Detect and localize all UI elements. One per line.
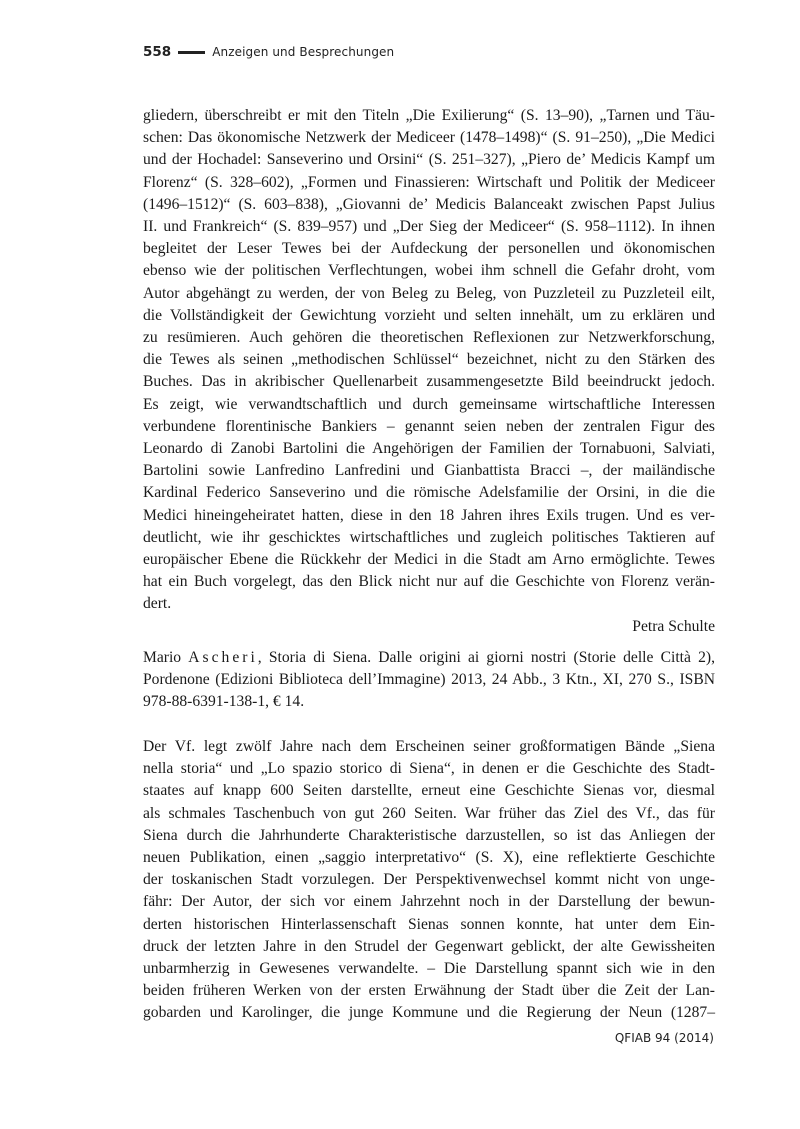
text-line: Medici hineingeheiratet hatten, diese in den 18 Jahren ihres Exils trugen. Und es ver- <box>143 506 715 524</box>
text-line: der toskanischen Stadt vorzulegen. Der Perspektivenwechsel kommt nicht von unge- <box>143 871 715 889</box>
section-title: Anzeigen und Besprechungen <box>212 45 395 59</box>
text-line: Buches. Das in akribischer Quellenarbeit zusammengesetzte Bild beeindruckt jedoch. <box>143 373 715 391</box>
text-line: Siena durch die Jahrhunderte Charakteristische darzustellen, so ist das Anliegen der <box>143 826 715 844</box>
text-line: Der Vf. legt zwölf Jahre nach dem Erscheinen seiner großformatigen Bände „Siena <box>143 738 715 755</box>
citation-title: , Storia di Siena. Dalle origini ai giorni nostri (Storie delle Città 2), <box>257 649 715 666</box>
text-line: Bartolini sowie Lanfredino Lanfredini und Gianbattista Bracci –, der mailändische <box>143 462 715 480</box>
text-line: zu resümieren. Auch gehören die theoretischen Reflexionen zur Netzwerkforschung, <box>143 329 715 347</box>
text-line: derten historischen Hinterlassenschaft Sienas sonnen konnte, hat unter dem Ein- <box>143 915 715 933</box>
citation-line: Pordenone (Edizioni Biblioteca dell’Immagine) 2013, 24 Abb., 3 Ktn., XI, 270 S., ISBN <box>143 671 715 689</box>
text-line: Leonardo di Zanobi Bartolini die Angehörigen der Familien der Tornabuoni, Salviati, <box>143 440 715 458</box>
text-line: als schmales Taschenbuch von gut 260 Seiten. War früher das Ziel des Vf., das für <box>143 804 715 822</box>
text-line: neuen Publikation, einen „saggio interpretativo“ (S. X), eine reflektierte Geschichte <box>143 849 715 867</box>
text-line: und der Hochadel: Sanseverino und Orsini“ (S. 251–327), „Piero de’ Medicis Kampf um <box>143 151 715 169</box>
author-surname: Ascheri <box>188 649 258 666</box>
reviewer-signature: Petra Schulte <box>632 617 715 635</box>
text-line: europäischer Ebene die Rückkehr der Medici in die Stadt am Arno ermöglichte. Tewes <box>143 551 715 569</box>
text-line: dert. <box>143 595 172 613</box>
text-line: nella storia“ und „Lo spazio storico di Siena“, in denen er die Geschichte des Stadt- <box>143 760 715 778</box>
text-line: gobarden und Karolinger, die junge Kommune und die Regierung der Neun (1287– <box>143 1004 715 1022</box>
review-paragraph <box>143 736 715 1025</box>
citation-line: 978-88-6391-138-1, € 14. <box>143 693 305 711</box>
text-line: beiden früheren Werken von der ersten Erwähnung der Stadt über die Zeit der Lan- <box>143 982 715 1000</box>
book-citation <box>143 647 715 714</box>
text-line: druck der letzten Jahre in den Strudel der Gegenwart geblickt, der alte Gewissheiten <box>143 937 715 955</box>
author-first-name: Mario <box>143 649 182 666</box>
text-line: ebenso wie der politischen Verflechtungen, wobei ihm schnell die Gefahr droht, vom <box>143 262 715 280</box>
journal-footer: QFIAB 94 (2014) <box>614 1031 714 1045</box>
text-line: schen: Das ökonomische Netzwerk der Mediceer (1478–1498)“ (S. 91–250), „Die Medici <box>143 129 715 147</box>
text-line: gliedern, überschreibt er mit den Titeln „Die Exilierung“ (S. 13–90), „Tarnen und Täu- <box>143 107 715 124</box>
text-line: hat ein Buch vorgelegt, das den Blick nicht nur auf die Geschichte von Florenz verän- <box>143 573 715 591</box>
text-line: fähr: Der Autor, der sich vor einem Jahrzehnt noch in der Darstellung der bewun- <box>143 893 715 911</box>
review-paragraph-continued <box>143 105 715 638</box>
text-line: die Tewes als seinen „methodischen Schlüssel“ bezeichnet, nicht zu den Stärken des <box>143 351 715 369</box>
text-line: staates auf knapp 600 Seiten darstellte, erneut eine Geschichte Sienas vor, diesmal <box>143 782 715 800</box>
text-line: Es zeigt, wie verwandtschaftlich und durch gemeinsame wirtschaftliche Interessen <box>143 395 715 413</box>
text-line: Florenz“ (S. 328–602), „Formen und Finassieren: Wirtschaft und Politik der Mediceer <box>143 173 715 191</box>
header-rule <box>178 51 205 54</box>
text-line: Kardinal Federico Sanseverino und die römische Adelsfamilie der Orsini, in die die <box>143 484 715 502</box>
running-head <box>143 44 394 60</box>
text-line: Autor abgehängt zu werden, der von Beleg zu Beleg, von Puzzleteil zu Puzzleteil eilt, <box>143 284 715 302</box>
text-line: begleitet der Leser Tewes bei der Aufdeckung der personellen und ökonomischen <box>143 240 715 258</box>
text-line: unbarmherzig in Gewesenes verwandelte. – Die Darstellung spannt sich wie in den <box>143 960 715 978</box>
text-line: (1496–1512)“ (S. 603–838), „Giovanni de’ Medicis Balanceakt zwischen Papst Julius <box>143 195 715 213</box>
citation-line <box>143 647 715 669</box>
text-line: deutlicht, wie ihr geschicktes wirtschaftliches und zugleich politisches Taktieren auf <box>143 528 715 546</box>
text-line: verbundene florentinische Bankiers – genannt seien neben der zentralen Figur des <box>143 417 715 435</box>
page-number: 558 <box>143 44 172 60</box>
text-line: die Vollständigkeit der Gewichtung vorzieht und selten innehält, um zu erklären und <box>143 306 715 324</box>
text-line: II. und Frankreich“ (S. 839–957) und „Der Sieg der Mediceer“ (S. 958–1112). In ihnen <box>143 218 715 236</box>
